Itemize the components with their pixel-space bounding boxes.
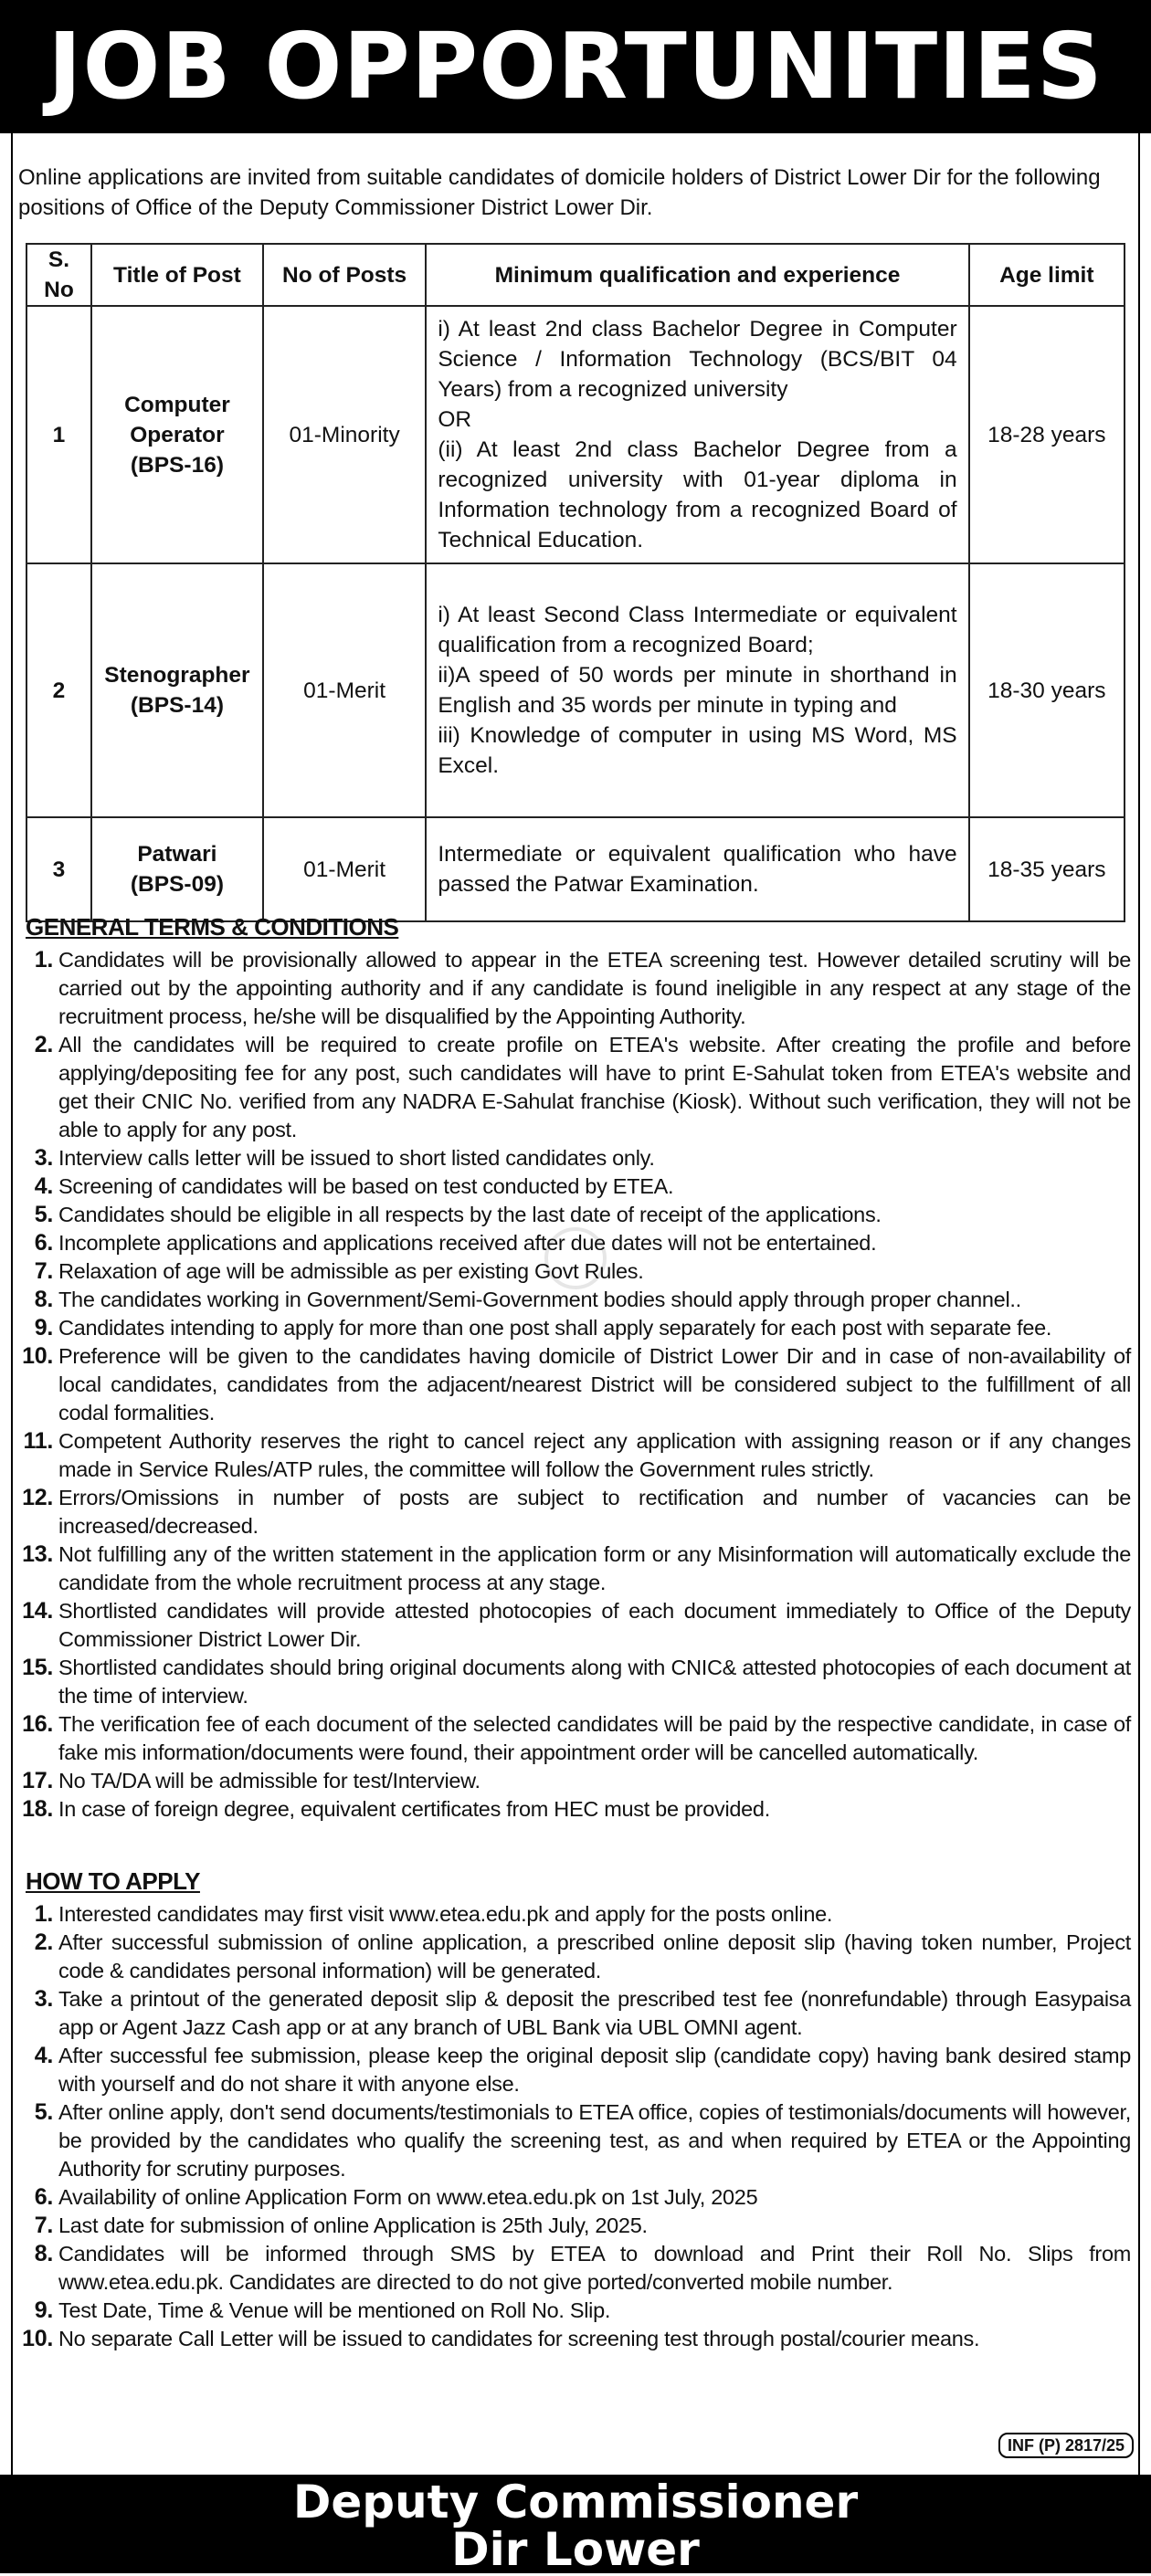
- item-text: The candidates working in Government/Semi-Government bodies should apply through proper channel..: [58, 1288, 1021, 1311]
- table-row: [26, 817, 1125, 921]
- item-number: 9.: [34, 2297, 53, 2323]
- col-header-sno: S. No: [26, 244, 91, 306]
- item-text: Candidates should be eligible in all respects by the last date of receipt of the applications.: [58, 1203, 882, 1226]
- apply-item: [26, 1985, 1131, 2042]
- terms-item: [26, 1144, 1131, 1172]
- qualification-line: iii) Knowledge of computer in using MS Word, MS Excel.: [438, 723, 957, 778]
- item-text: Interview calls letter will be issued to short listed candidates only.: [58, 1146, 655, 1170]
- col-header-age: Age limit: [969, 244, 1125, 306]
- terms-item: [26, 1314, 1131, 1342]
- cell-qualification: [426, 817, 968, 921]
- terms-item: [26, 1031, 1131, 1144]
- cell-posts: 01-Minority: [263, 306, 426, 563]
- apply-item: [26, 2183, 1131, 2212]
- page-title: JOB OPPORTUNITIES: [48, 13, 1103, 120]
- item-number: 15.: [22, 1655, 53, 1680]
- item-text: Preference will be given to the candidates having domicile of District Lower Dir and in case of non-availability of local candidates, candidates from the adjacent/nearest District will be considered subject to the fulfillment of all codal formalities.: [58, 1344, 1131, 1425]
- item-text: Relaxation of age will be admissible as per existing Govt Rules.: [58, 1259, 644, 1283]
- cell-posts: 01-Merit: [263, 563, 426, 817]
- apply-item: [22, 2325, 1131, 2353]
- terms-item: [22, 1767, 1131, 1795]
- terms-item: [22, 1540, 1131, 1597]
- cell-age: 18-28 years: [969, 306, 1125, 563]
- title-line: Stenographer: [104, 663, 250, 688]
- item-text: Last date for submission of online Application is 25th July, 2025.: [58, 2213, 648, 2237]
- terms-item: [26, 1172, 1131, 1201]
- cell-posts: 01-Merit: [263, 817, 426, 921]
- title-line: Patwari: [137, 842, 217, 867]
- item-number: 5.: [34, 1202, 53, 1227]
- item-number: 17.: [22, 1768, 53, 1793]
- terms-item: [22, 1484, 1131, 1540]
- intro-paragraph: Online applications are invited from suitable candidates of domicile holders of District Lower Dir for the following positions of Office of the Deputy Commissioner District Lower Dir.: [18, 165, 1101, 220]
- item-text: No separate Call Letter will be issued to candidates for screening test through postal/courier means.: [58, 2327, 980, 2350]
- table-header-row: [26, 244, 1125, 306]
- apply-item: [26, 2297, 1131, 2325]
- cell-age: 18-30 years: [969, 563, 1125, 817]
- item-text: Candidates will be provisionally allowed to appear in the ETEA screening test. However detailed scrutiny will be carried out by the appointing authority and if any candidate is found ineligible in any respect at any stage of the recruitment process, he/she will be disqualified by the Appointing Authority.: [58, 948, 1131, 1028]
- terms-item: [22, 1597, 1131, 1654]
- apply-item: [26, 2098, 1131, 2183]
- item-number: 5.: [34, 2099, 53, 2125]
- cell-title: [91, 817, 263, 921]
- terms-item: [22, 1654, 1131, 1710]
- item-text: Candidates will be informed through SMS by ETEA to download and Print their Roll No. Slips from www.etea.edu.pk. Candidates are directed to do not give ported/converted mobile number.: [58, 2242, 1131, 2294]
- banner-header: [0, 0, 1151, 133]
- item-number: 14.: [22, 1598, 53, 1624]
- item-number: 11.: [23, 1428, 53, 1454]
- signature-footer: [0, 2475, 1151, 2576]
- item-number: 4.: [34, 2043, 53, 2068]
- terms-item: [23, 1427, 1131, 1484]
- apply-item: [26, 1929, 1131, 1985]
- qualification-line: Intermediate or equivalent qualification who have passed the Patwar Examination.: [438, 842, 957, 897]
- qualification-line: (ii) At least 2nd class Bachelor Degree from a recognized university with 01-year diploma in Information technology from a recognized Board of Technical Education.: [438, 437, 957, 552]
- item-text: No TA/DA will be admissible for test/Interview.: [58, 1769, 480, 1793]
- item-text: After successful submission of online application, a prescribed online deposit slip (having token number, Project code & candidates personal information) will be generated.: [58, 1930, 1131, 1982]
- item-number: 8.: [34, 1287, 53, 1312]
- cell-age: 18-35 years: [969, 817, 1125, 921]
- item-text: Shortlisted candidates will provide attested photocopies of each document immediately to Office of the Deputy Commissioner District Lower Dir.: [58, 1599, 1131, 1651]
- item-text: In case of foreign degree, equivalent certificates from HEC must be provided.: [58, 1797, 770, 1821]
- title-line: (BPS-14): [130, 693, 224, 718]
- apply-item: [26, 2042, 1131, 2098]
- cell-qualification: [426, 563, 968, 817]
- item-number: 16.: [22, 1711, 53, 1737]
- item-number: 7.: [34, 2213, 53, 2238]
- item-text: Competent Authority reserves the right to cancel reject any application with assigning reason or if any changes made in Service Rules/ATP rules, the committee will follow the Government rules strictly.: [58, 1429, 1131, 1481]
- item-text: The verification fee of each document of the selected candidates will be paid by the respective candidate, in case of fake mis information/documents were found, their appointment order will be cancelled automatically.: [58, 1712, 1131, 1764]
- title-line: Operator: [130, 422, 225, 447]
- col-header-qualification: Minimum qualification and experience: [426, 244, 968, 306]
- item-number: 1.: [34, 947, 53, 973]
- item-number: 4.: [34, 1173, 53, 1199]
- apply-heading: HOW TO APPLY: [26, 1867, 200, 1895]
- apply-item: [26, 1900, 1131, 1929]
- item-number: 10.: [22, 2326, 53, 2351]
- terms-item: [22, 1342, 1131, 1427]
- item-text: All the candidates will be required to create profile on ETEA's website. After creating the profile and before applying/depositing fee for any post, such candidates will have to print E-Sahulat token from ETEA's website and get their CNIC No. verified from any NADRA E-Sahulat franchise (Kiosk). Without such verification, they will not be able to apply for any post.: [58, 1033, 1131, 1141]
- item-text: Test Date, Time & Venue will be mentioned on Roll No. Slip.: [58, 2298, 611, 2322]
- apply-item: [26, 2240, 1131, 2297]
- jobs-table: [26, 243, 1125, 922]
- item-number: 2.: [34, 1929, 53, 1955]
- item-text: Incomplete applications and applications received after due dates will not be entertained.: [58, 1231, 877, 1255]
- item-number: 6.: [34, 2184, 53, 2210]
- terms-item: [26, 1286, 1131, 1314]
- item-number: 1.: [34, 1901, 53, 1927]
- item-text: Not fulfilling any of the written statement in the application form or any Misinformation will automatically exclude the candidate from the whole recruitment process at any stage.: [58, 1542, 1131, 1594]
- item-text: After online apply, don't send documents/testimonials to ETEA office, copies of testimonials/documents will however, be provided by the candidates who qualify the screening test, as and when required by ETEA or the Appointing Authority for scrutiny purposes.: [58, 2100, 1131, 2181]
- item-text: Errors/Omissions in number of posts are subject to rectification and number of vacancies can be increased/decreased.: [58, 1486, 1131, 1538]
- item-number: 3.: [34, 1145, 53, 1171]
- cell-sno: 1: [26, 306, 91, 563]
- item-number: 12.: [22, 1485, 53, 1510]
- title-line: Computer: [124, 392, 230, 417]
- cell-title: [91, 306, 263, 563]
- item-number: 10.: [22, 1343, 53, 1369]
- title-line: (BPS-09): [130, 872, 224, 897]
- terms-list: [22, 946, 1131, 1824]
- inf-code-badge: INF (P) 2817/25: [998, 2433, 1134, 2458]
- item-number: 2.: [34, 1032, 53, 1057]
- item-number: 6.: [34, 1230, 53, 1256]
- item-number: 13.: [22, 1541, 53, 1567]
- qualification-line: i) At least 2nd class Bachelor Degree in Computer Science / Information Technology (BCS/BIT 04 Years) from a recognized university: [438, 317, 957, 402]
- terms-item: [26, 1257, 1131, 1286]
- item-text: Screening of candidates will be based on test conducted by ETEA.: [58, 1174, 674, 1198]
- footer-district: Dir Lower: [451, 2523, 700, 2576]
- terms-section: [22, 911, 1131, 1824]
- qualification-line: i) At least Second Class Intermediate or equivalent qualification from a recognized Board;: [438, 603, 957, 657]
- table-row: [26, 306, 1125, 563]
- terms-item: [26, 1201, 1131, 1229]
- terms-item: [26, 946, 1131, 1031]
- item-text: Shortlisted candidates should bring original documents along with CNIC& attested photocopies of each document at the time of interview.: [58, 1656, 1131, 1708]
- qualification-line: ii)A speed of 50 words per minute in shorthand in English and 35 words per minute in typing and: [438, 663, 957, 718]
- item-text: Take a printout of the generated deposit slip & deposit the prescribed test fee (nonrefundable) through Easypaisa app or Agent Jazz Cash app or at any branch of UBL Bank via UBL OMNI agent.: [58, 1987, 1131, 2039]
- item-text: Interested candidates may first visit www.etea.edu.pk and apply for the posts online.: [58, 1902, 833, 1926]
- col-header-title: Title of Post: [91, 244, 263, 306]
- cell-qualification: [426, 306, 968, 563]
- apply-list: [22, 1900, 1131, 2353]
- cell-sno: 3: [26, 817, 91, 921]
- col-header-posts: No of Posts: [263, 244, 426, 306]
- cell-sno: 2: [26, 563, 91, 817]
- item-number: 7.: [34, 1258, 53, 1284]
- footer-designation: Deputy Commissioner: [292, 2476, 859, 2529]
- item-text: After successful fee submission, please keep the original deposit slip (candidate copy) having bank desired stamp with yourself and do not share it with anyone else.: [58, 2044, 1131, 2096]
- apply-section: [22, 1866, 1131, 2353]
- item-text: Candidates intending to apply for more than one post shall apply separately for each post with separate fee.: [58, 1316, 1052, 1340]
- cell-title: [91, 563, 263, 817]
- terms-heading: GENERAL TERMS & CONDITIONS: [26, 913, 399, 941]
- item-number: 9.: [34, 1315, 53, 1341]
- qualification-line: OR: [438, 407, 472, 432]
- item-number: 18.: [22, 1796, 53, 1822]
- apply-item: [26, 2212, 1131, 2240]
- terms-item: [26, 1229, 1131, 1257]
- terms-item: [22, 1795, 1131, 1824]
- title-line: (BPS-16): [130, 452, 224, 478]
- terms-item: [22, 1710, 1131, 1767]
- item-number: 8.: [34, 2241, 53, 2266]
- table-row: [26, 563, 1125, 817]
- item-text: Availability of online Application Form on www.etea.edu.pk on 1st July, 2025: [58, 2185, 758, 2209]
- item-number: 3.: [34, 1986, 53, 2012]
